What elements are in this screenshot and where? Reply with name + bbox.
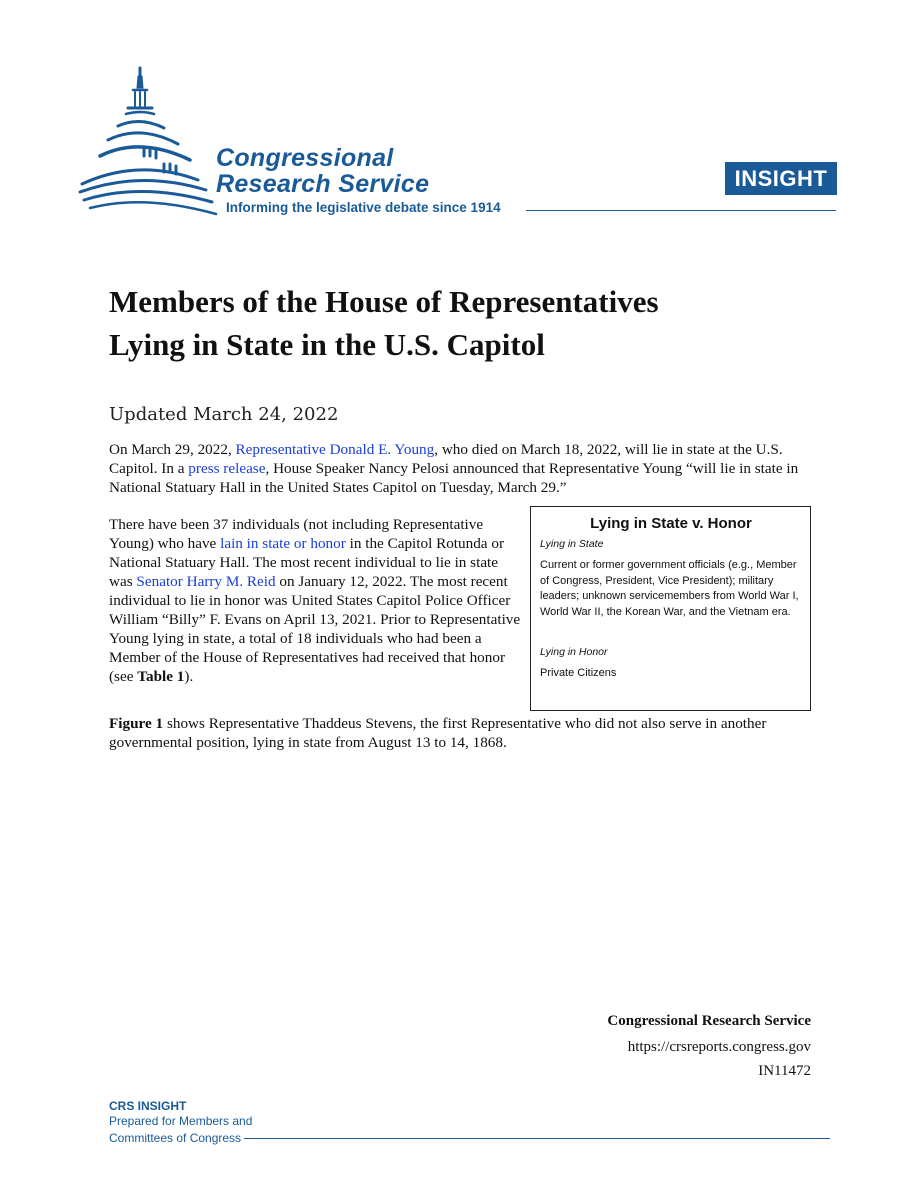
text-run: There have been 37 individuals (not including Representative Young) who have [109,516,484,552]
prepared-line1: Prepared for Members and [109,1114,253,1128]
sidebar-term-state: Lying in State [540,538,604,550]
text-run: On March 29, 2022, [109,441,236,458]
org-name [216,145,429,197]
page-title [109,280,829,366]
header-divider [526,210,836,211]
text-run: shows Representative Thaddeus Stevens, the first Representative who did not also serve in another governmental position, lying in state from August 13 to 14, 1868. [109,715,767,751]
sidebar-title: Lying in State v. Honor [590,515,752,532]
text-run: on January 12, 2022. The most recent individual to lie in honor was United States Capitol Police Officer William “Billy” F. Evans on April 13, 2021. Prior to Representative Young lying in state, a total of 18 individuals who had been a Member of the House of Representatives had received that honor (see [109,573,521,685]
text-run: , House Speaker Nancy Pelosi announced that Representative Young “will lie in state in National Statuary Hall in the United States Capitol on Tuesday, March 29.” [109,460,799,496]
footer-divider [244,1138,830,1139]
definition-sidebar [530,506,811,711]
report-id: IN11472 [758,1063,811,1079]
footer-org-name: Congressional Research Service [607,1013,811,1029]
page-title-line2: Lying in State in the U.S. Capitol [109,327,545,362]
text-run: ). [184,668,194,685]
figure-reference: Figure 1 [109,715,164,732]
prepared-for [109,1113,252,1147]
sidebar-definition-state: Current or former government officials (e.g., Member of Congress, President, Vice President); military leaders; unknown servicemembers from World War I, World War II, the Korean War, and the Vietnam era. [540,559,799,618]
page-title-line1: Members of the House of Representatives [109,284,659,319]
capitol-dome-icon [78,66,218,216]
link-senator-reid[interactable]: Senator Harry M. Reid [136,573,276,590]
link-lain-in-state[interactable]: lain in state or honor [220,535,346,552]
crs-insight-label: CRS INSIGHT [109,1099,187,1113]
intro-paragraph [109,440,814,497]
link-press-release[interactable]: press release [188,460,266,477]
text-run: in the Capitol Rotunda or National Statuary Hall. The most recent individual to lie in state was [109,535,504,590]
history-paragraph [109,515,521,686]
table-reference: Table 1 [137,668,185,685]
sidebar-term-honor: Lying in Honor [540,646,608,658]
figure-paragraph [109,714,814,752]
sidebar-definition-honor: Private Citizens [540,667,617,679]
footer-url: https://crsreports.congress.gov [627,1039,811,1055]
prepared-line2: Committees of Congress [109,1131,242,1145]
org-name-line2: Research Service [216,170,430,198]
org-tagline: Informing the legislative debate since 1914 [226,200,501,215]
link-representative-young[interactable]: Representative Donald E. Young [235,441,435,458]
insight-badge: INSIGHT [725,162,837,195]
org-name-line1: Congressional [216,144,394,172]
text-run: , who died on March 18, 2022, will lie in state at the U.S. Capitol. In a [109,441,783,477]
updated-date: Updated March 24, 2022 [109,404,339,425]
